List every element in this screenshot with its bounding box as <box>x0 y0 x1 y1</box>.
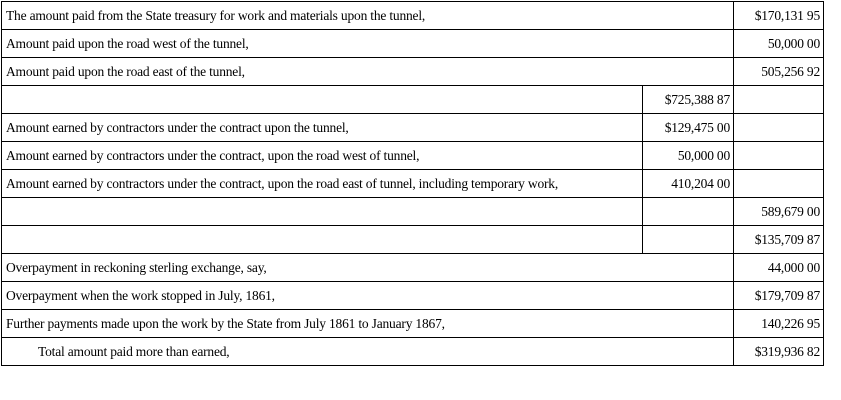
row-total-amount: $319,936 82 <box>734 338 824 366</box>
row-total-amount: 505,256 92 <box>734 58 824 86</box>
row-description: Amount earned by contractors under the contract upon the tunnel, <box>2 114 643 142</box>
row-total-amount: $170,131 95 <box>734 2 824 30</box>
table-row <box>2 86 824 114</box>
row-description: Amount earned by contractors under the contract, upon the road west of tunnel, <box>2 142 643 170</box>
row-total-amount: $135,709 87 <box>734 226 824 254</box>
table-row <box>2 338 824 366</box>
row-total-amount: 140,226 95 <box>734 310 824 338</box>
row-total-amount <box>734 86 824 114</box>
table-row <box>2 282 824 310</box>
row-subtotal-amount <box>643 198 734 226</box>
row-description: Overpayment when the work stopped in July, 1861, <box>2 282 734 310</box>
table-row <box>2 58 824 86</box>
table-row <box>2 114 824 142</box>
row-description: The amount paid from the State treasury for work and materials upon the tunnel, <box>2 2 734 30</box>
tunnel-accounts-table <box>1 1 824 366</box>
table-row <box>2 30 824 58</box>
row-description: Total amount paid more than earned, <box>2 338 734 366</box>
table-row <box>2 170 824 198</box>
table-row <box>2 310 824 338</box>
row-total-amount <box>734 114 824 142</box>
row-total-amount: $179,709 87 <box>734 282 824 310</box>
table-row <box>2 142 824 170</box>
row-description <box>2 86 643 114</box>
row-total-amount <box>734 170 824 198</box>
table-row <box>2 254 824 282</box>
row-subtotal-amount: 50,000 00 <box>643 142 734 170</box>
row-subtotal-amount: $129,475 00 <box>643 114 734 142</box>
table-row <box>2 226 824 254</box>
row-description: Further payments made upon the work by the State from July 1861 to January 1867, <box>2 310 734 338</box>
row-description <box>2 198 643 226</box>
row-description <box>2 226 643 254</box>
row-total-amount <box>734 142 824 170</box>
row-subtotal-amount: 410,204 00 <box>643 170 734 198</box>
row-total-amount: 589,679 00 <box>734 198 824 226</box>
row-description: Amount paid upon the road west of the tunnel, <box>2 30 734 58</box>
row-description: Overpayment in reckoning sterling exchange, say, <box>2 254 734 282</box>
table-row <box>2 198 824 226</box>
row-description: Amount earned by contractors under the contract, upon the road east of tunnel, including temporary work, <box>2 170 643 198</box>
row-total-amount: 44,000 00 <box>734 254 824 282</box>
row-total-amount: 50,000 00 <box>734 30 824 58</box>
row-subtotal-amount <box>643 226 734 254</box>
row-description: Amount paid upon the road east of the tunnel, <box>2 58 734 86</box>
row-subtotal-amount: $725,388 87 <box>643 86 734 114</box>
table-row <box>2 2 824 30</box>
